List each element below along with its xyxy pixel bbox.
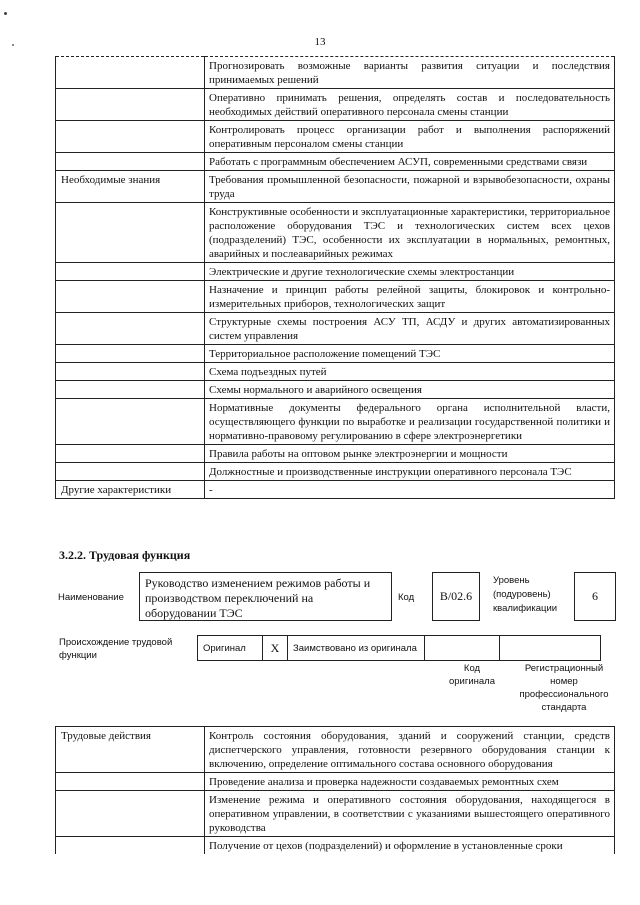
- row-label: [56, 121, 205, 153]
- level-label: Уровень (подуровень) квалификации: [493, 575, 558, 614]
- table-row: [56, 445, 615, 463]
- row-value: Оперативно принимать решения, определять состав и последовательность необходимых действий оперативного персонала смены станции: [205, 89, 615, 121]
- reg-number-cell: [500, 636, 601, 661]
- function-code-box: B/02.6: [432, 572, 480, 621]
- table-row: [56, 89, 615, 121]
- row-label: [56, 837, 205, 855]
- row-label: [56, 263, 205, 281]
- table-row: [56, 345, 615, 363]
- row-label-knowledge: Необходимые знания: [56, 171, 205, 203]
- table-row: [56, 313, 615, 345]
- code-original-label: Код оригинала: [448, 663, 495, 687]
- row-label: [56, 89, 205, 121]
- row-value: Правила работы на оптовом рынке электроэнергии и мощности: [205, 445, 615, 463]
- row-value: Контроль состояния оборудования, зданий и сооружений станции, средств диспетчерского управления, готовности резервного оборудования станции к включению, определение оптимального состава основного оборудования: [205, 727, 615, 773]
- row-label: [56, 57, 205, 89]
- row-label: [56, 363, 205, 381]
- row-label: [56, 281, 205, 313]
- row-value: Проведение анализа и проверка надежности создаваемых ремонтных схем: [205, 773, 615, 791]
- table-row: [56, 203, 615, 263]
- reg-number-label: Регистрационный номер профессионального стандарта: [519, 663, 609, 713]
- row-label: [56, 463, 205, 481]
- table-row: [56, 153, 615, 171]
- row-value: Схема подъездных путей: [205, 363, 615, 381]
- table-row: [56, 773, 615, 791]
- table-row: [56, 363, 615, 381]
- row-value: Электрические и другие технологические схемы электростанции: [205, 263, 615, 281]
- row-value: Изменение режима и оперативного состояния оборудования, находящегося в оперативном управлении, в соответствии с указаниями вышестоящего оперативного руководства: [205, 791, 615, 837]
- row-value: Структурные схемы построения АСУ ТП, АСДУ и других автоматизированных систем управления: [205, 313, 615, 345]
- row-label: [56, 773, 205, 791]
- row-value: Требования промышленной безопасности, пожарной и взрывобезопасности, охраны труда: [205, 171, 615, 203]
- row-value: Территориальное расположение помещений ТЭС: [205, 345, 615, 363]
- table-row: [56, 837, 615, 855]
- table-row: [56, 727, 615, 773]
- table-row: [56, 463, 615, 481]
- table-row: [56, 281, 615, 313]
- row-label: [56, 203, 205, 263]
- row-value: Схемы нормального и аварийного освещения: [205, 381, 615, 399]
- origin-label: Происхождение трудовой функции: [59, 637, 173, 661]
- table-row: [56, 263, 615, 281]
- row-value: Прогнозировать возможные варианты развития ситуации и последствия принимаемых решений: [205, 57, 615, 89]
- row-label: [56, 445, 205, 463]
- page-number: 13: [314, 36, 326, 48]
- function-name-box: Руководство изменением режимов работы и производством переключений на оборудовании ТЭС: [139, 572, 392, 621]
- row-label: [56, 313, 205, 345]
- table-row: [56, 481, 615, 499]
- row-value: Контролировать процесс организации работ и выполнения распоряжений оперативным персоналом смены станции: [205, 121, 615, 153]
- row-label: [56, 791, 205, 837]
- row-value: Конструктивные особенности и эксплуатационные характеристики, территориальное расположение оборудования ТЭС и технологических систем всех цехов (подразделений) ТЭС, особенности их эксплуатации в нормальных, ремонтных, аварийных и послеаварийных режимах: [205, 203, 615, 263]
- code-original-cell: [425, 636, 500, 661]
- row-value: Назначение и принцип работы релейной защиты, блокировок и контрольно-измерительных приборов, технологических защит: [205, 281, 615, 313]
- table-row: [56, 57, 615, 89]
- table-row: [56, 121, 615, 153]
- row-value: Должностные и производственные инструкции оперативного персонала ТЭС: [205, 463, 615, 481]
- row-value: Нормативные документы федерального органа исполнительной власти, осуществляющего функции по выработке и реализации государственной политики и нормативно-правовому регулированию в сфере электроэнергетики: [205, 399, 615, 445]
- table-row: [56, 399, 615, 445]
- actions-table: [55, 726, 615, 854]
- row-label: [56, 381, 205, 399]
- row-label-other: Другие характеристики: [56, 481, 205, 499]
- table-row: [198, 636, 601, 661]
- row-value: Получение от цехов (подразделений) и оформление в установленные сроки: [205, 837, 615, 855]
- scan-artifact: [4, 12, 7, 15]
- row-label: [56, 399, 205, 445]
- origin-table: [197, 635, 601, 661]
- section-heading: 3.2.2. Трудовая функция: [59, 548, 191, 562]
- name-label: Наименование: [58, 592, 124, 603]
- borrowed-cell: Заимствовано из оригинала: [288, 636, 425, 661]
- table-row: [56, 171, 615, 203]
- row-value: -: [205, 481, 615, 499]
- table-row: [56, 791, 615, 837]
- code-label: Код: [398, 592, 415, 603]
- row-label: [56, 153, 205, 171]
- table-row: [56, 381, 615, 399]
- origin-mark: X: [263, 636, 288, 661]
- level-value-box: 6: [574, 572, 616, 621]
- competencies-table: [55, 56, 615, 499]
- row-label: [56, 345, 205, 363]
- row-label-actions: Трудовые действия: [56, 727, 205, 773]
- origin-cell: Оригинал: [198, 636, 263, 661]
- row-value: Работать с программным обеспечением АСУП, современными средствами связи: [205, 153, 615, 171]
